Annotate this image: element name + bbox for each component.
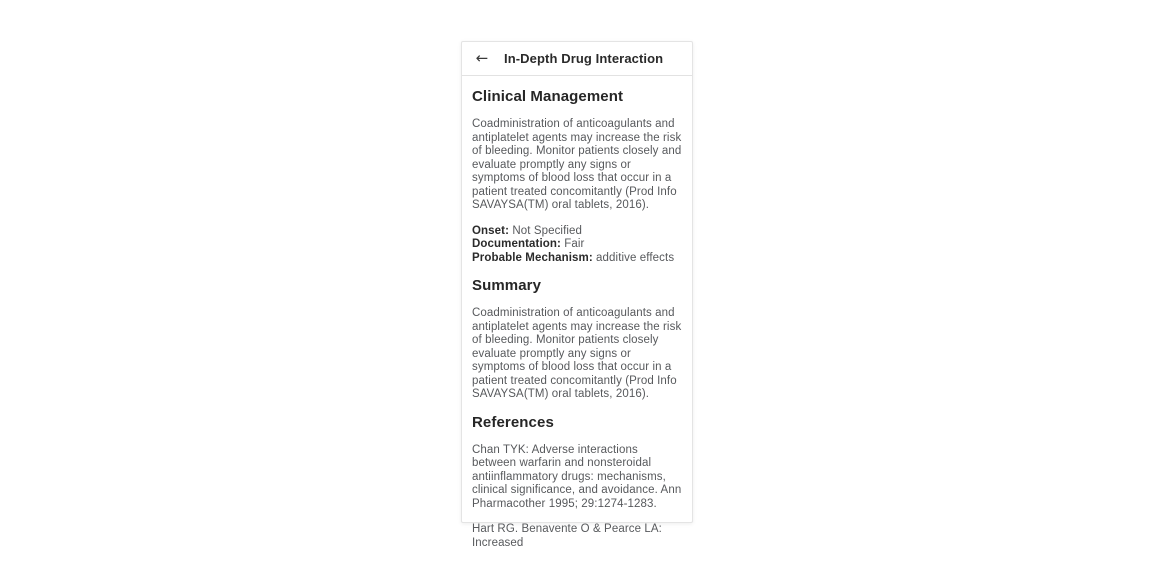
- clinical-management-text: Coadministration of anticoagulants and antiplatelet agents may increase the risk of bleeding. Monitor patients closely and evaluate promptly any signs or symptoms of blood loss that occur in a patient treated concomitantly (Prod Info SAVAYSA(TM) oral tablets, 2016).: [472, 118, 682, 211]
- back-arrow-icon[interactable]: ←: [473, 51, 491, 66]
- references-heading: References: [472, 413, 554, 431]
- probable-mechanism-label: Probable Mechanism:: [472, 251, 593, 264]
- reference-item: Chan TYK: Adverse interactions between warfarin and nonsteroidal antiinflammatory drugs: mechanisms, clinical significance, and avoidance. Ann Pharmacother 1995; 29:1274-1283.: [472, 443, 682, 510]
- probable-mechanism-row: [472, 252, 682, 266]
- onset-value: Not Specified: [509, 224, 583, 237]
- panel-header: [462, 42, 692, 76]
- summary-text: Coadministration of anticoagulants and antiplatelet agents may increase the risk of bleeding. Monitor patients closely evaluate promptly any signs or symptoms of blood loss that occur in a patient treated concomitantly (Prod Info SAVAYSA(TM) oral tablets, 2016).: [472, 307, 682, 400]
- documentation-label: Documentation:: [472, 238, 561, 250]
- onset-label: Onset:: [472, 224, 510, 237]
- probable-mechanism-value: additive effects: [592, 251, 675, 264]
- drug-interaction-panel: [461, 41, 693, 549]
- interaction-details: [472, 225, 682, 266]
- documentation-row: [472, 238, 682, 252]
- summary-heading: Summary: [472, 277, 542, 294]
- reference-item: Hart RG. Benavente O & Pearce LA: Increased: [472, 523, 662, 549]
- panel-body: [462, 87, 692, 550]
- onset-row: [472, 225, 682, 239]
- documentation-value: Fair: [560, 238, 585, 250]
- panel-title: In-Depth Drug Interaction: [504, 51, 664, 66]
- clinical-management-heading: Clinical Management: [472, 88, 624, 105]
